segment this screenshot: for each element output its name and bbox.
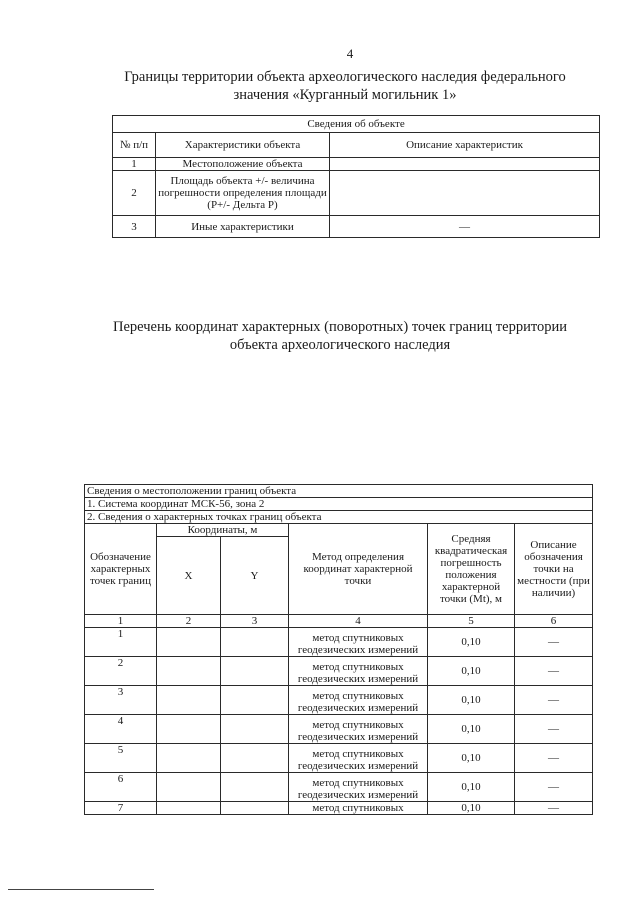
row-description: — <box>330 216 600 238</box>
point-method: метод спутниковых геодезических измерений <box>289 773 428 802</box>
coordinate-x <box>157 802 221 815</box>
coordinate-x <box>157 773 221 802</box>
point-description: — <box>515 715 593 744</box>
row-characteristic: Иные характеристики <box>156 216 330 238</box>
point-designation: 6 <box>85 773 157 802</box>
point-method: метод спутниковых геодезических измерений <box>289 657 428 686</box>
point-description: — <box>515 802 593 815</box>
point-error: 0,10 <box>428 715 515 744</box>
point-description: — <box>515 773 593 802</box>
column-header-description: Описание обозначения точки на местности (при наличии) <box>515 524 593 615</box>
coordinate-x <box>157 628 221 657</box>
section-header: 2. Сведения о характерных точках границ объекта <box>85 511 593 524</box>
point-description: — <box>515 686 593 715</box>
section-header: Сведения о местоположении границ объекта <box>85 485 593 498</box>
point-designation: 4 <box>85 715 157 744</box>
point-error: 0,10 <box>428 802 515 815</box>
row-characteristic: Площадь объекта +/- величина погрешности определения площади (P+/- Дельта P) <box>156 171 330 216</box>
table-row <box>85 773 593 802</box>
row-description <box>330 158 600 171</box>
coordinate-x <box>157 744 221 773</box>
column-number: 4 <box>289 615 428 628</box>
coordinate-system: 1. Система координат МСК-56, зона 2 <box>85 498 593 511</box>
section-header: Сведения об объекте <box>113 116 600 133</box>
point-designation: 1 <box>85 628 157 657</box>
table-row <box>85 802 593 815</box>
point-method: метод спутниковых геодезических измерений <box>289 715 428 744</box>
coordinate-y <box>221 773 289 802</box>
table-row <box>85 657 593 686</box>
row-description <box>330 171 600 216</box>
page-number: 4 <box>346 46 354 61</box>
table-header-row <box>113 116 600 133</box>
column-number: 2 <box>157 615 221 628</box>
row-characteristic: Местоположение объекта <box>156 158 330 171</box>
coordinates-title: Перечень координат характерных (поворотных) точек границ территории объекта археологического наследия <box>112 319 568 353</box>
footnote-divider <box>8 889 154 890</box>
point-error: 0,10 <box>428 773 515 802</box>
column-header-y: Y <box>221 537 289 615</box>
coordinate-y <box>221 802 289 815</box>
column-header-method: Метод определения координат характерной точки <box>289 524 428 615</box>
table-columns-row <box>113 133 600 158</box>
row-number: 3 <box>113 216 156 238</box>
point-designation: 7 <box>85 802 157 815</box>
table-row <box>113 216 600 238</box>
column-number: 5 <box>428 615 515 628</box>
table-row <box>85 744 593 773</box>
column-header-number: № п/п <box>113 133 156 158</box>
table-row <box>85 628 593 657</box>
column-header-coordinates: Координаты, м <box>157 524 289 537</box>
coordinates-table <box>84 484 593 815</box>
point-method: метод спутниковых геодезических измерений <box>289 628 428 657</box>
row-number: 1 <box>113 158 156 171</box>
point-description: — <box>515 657 593 686</box>
column-header-designation: Обозначение характерных точек границ <box>85 524 157 615</box>
point-error: 0,10 <box>428 657 515 686</box>
coordinate-x <box>157 657 221 686</box>
coordinate-y <box>221 628 289 657</box>
coordinate-x <box>157 686 221 715</box>
point-designation: 5 <box>85 744 157 773</box>
coordinate-x <box>157 715 221 744</box>
point-designation: 3 <box>85 686 157 715</box>
column-header-x: X <box>157 537 221 615</box>
column-header-error: Средняя квадратическая погрешность положения характерной точки (Mt), м <box>428 524 515 615</box>
object-info-table <box>112 115 600 238</box>
coordinate-y <box>221 686 289 715</box>
column-number: 3 <box>221 615 289 628</box>
point-description: — <box>515 744 593 773</box>
point-method: метод спутниковых геодезических измерений <box>289 686 428 715</box>
table-row <box>113 158 600 171</box>
column-number: 6 <box>515 615 593 628</box>
coordinate-y <box>221 657 289 686</box>
column-number: 1 <box>85 615 157 628</box>
point-designation: 2 <box>85 657 157 686</box>
table-row <box>85 715 593 744</box>
point-method: метод спутниковых <box>289 802 428 815</box>
document-title: Границы территории объекта археологического наследия федерального значения «Курганный могильник 1» <box>124 69 566 103</box>
table-row <box>113 171 600 216</box>
column-header-characteristic: Характеристики объекта <box>156 133 330 158</box>
point-method: метод спутниковых геодезических измерений <box>289 744 428 773</box>
point-error: 0,10 <box>428 744 515 773</box>
point-error: 0,10 <box>428 628 515 657</box>
point-error: 0,10 <box>428 686 515 715</box>
row-number: 2 <box>113 171 156 216</box>
point-description: — <box>515 628 593 657</box>
coordinate-y <box>221 744 289 773</box>
column-header-description: Описание характеристик <box>330 133 600 158</box>
table-row <box>85 686 593 715</box>
coordinate-y <box>221 715 289 744</box>
